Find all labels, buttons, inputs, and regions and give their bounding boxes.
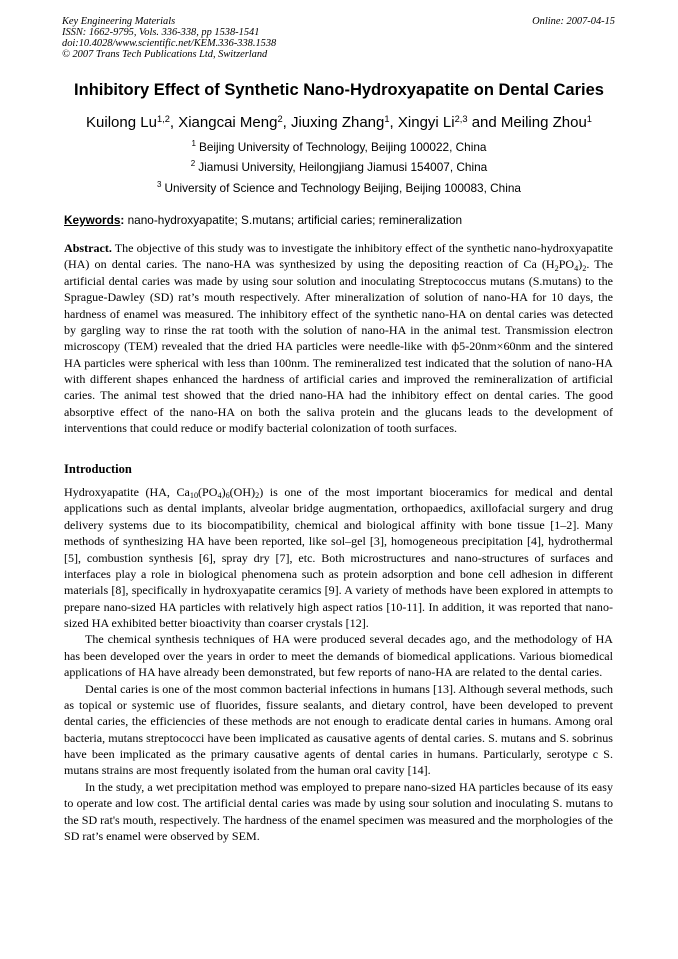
author: Xingyi Li$^{2,3}$ bbox=[397, 113, 468, 131]
keywords-text: nano-hydroxyapatite; S.mutans; artificial caries; remineralization bbox=[127, 213, 463, 227]
online-date: Online: 2007-04-15 bbox=[532, 16, 615, 27]
keywords-line: Keywords: nano-hydroxyapatite; S.mutans; artificial caries; remineralization bbox=[64, 213, 463, 227]
copyright-line: © 2007 Trans Tech Publications Ltd, Switzerland bbox=[62, 49, 268, 60]
journal-name: Key Engineering Materials bbox=[62, 16, 176, 27]
section-heading-introduction: Introduction bbox=[64, 462, 132, 476]
paper-title: Inhibitory Effect of Synthetic Nano-Hydroxyapatite on Dental Caries bbox=[74, 81, 604, 99]
author: Jiuxing Zhang$^1$ bbox=[290, 113, 390, 131]
affiliation: $^3$ University of Science and Technology Beijing, Beijing 100083, China bbox=[157, 179, 521, 195]
author-separator: , bbox=[282, 114, 291, 131]
paragraph: Dental caries is one of the most common bacterial infections in humans [13]. Although several methods, such as topical or systemic use of fluorides, fissure sealants, and dietary control, have been developed to prevent dental caries, the efficiencies of these methods are not enough to eradicate dental caries in humans. Among oral bacteria, mutans streptococci have been implicated as causative agents of dental caries. S. mutans and S. sobrinus have been implicated as the primary causative agents of dental caries in humans. Particularly, serotype c S. mutans strains are most frequently isolated from the human oral cavity [14]. bbox=[64, 681, 613, 778]
journal-header bbox=[62, 16, 276, 60]
author-separator: , bbox=[169, 114, 179, 131]
abstract-label: Abstract. bbox=[64, 241, 112, 255]
author-list bbox=[0, 113, 678, 133]
paragraph: In the study, a wet precipitation method was employed to prepare nano-sized HA particles because of its easy to operate and low cost. The artificial dental caries was made by using sour solution and inoculating S. mutans to the SD rat's mouth, respectively. The hardness of the enamel specimen was measured and the morphologies of the SD rat’s enamel were observed by SEM. bbox=[64, 779, 613, 843]
paragraph: The chemical synthesis techniques of HA were produced several decades ago, and the methodology of HA has been developed over the years in order to meet the demands of biomedical applications. Various biomedical applications of HA have already been demonstrated, but few reports of nano-HA are related to the dental caries. bbox=[64, 632, 613, 680]
affiliation: $^2$ Jiamusi University, Heilongjiang Jiamusi 154007, China bbox=[190, 159, 488, 175]
author-separator: and bbox=[467, 114, 501, 131]
paragraph: Hydroxyapatite (HA, $Ca_{10}(PO_4)_6(OH)_2$) is one of the most important bioceramics for medical and dental applications such as dental implants, alveolar bridge augmentation, orthopaedics, axillofacial surgery and drug delivery systems due to its biocompatibility, chemical and biological affinity with bone tissue [1–2]. Many methods of synthesizing HA have been reported, like sol–gel [3], homogeneous precipitation [4], hydrothermal [5], combustion synthesis [6], spray dry [7], etc. Both microstructures and nano-structures of surfaces and interfaces play a role in biological phenomena such as protein adsorption and bone cell adhesion in different materials [8], specifically in hydroxyapatite ceramics [9]. A variety of methods have been explored in attempts to prepare nano-sized HA particles with relatively high aspect ratios [10-11]. In addition, it was reported that nano-sized HA exhibited better bioactivity than coarser crystals [12]. bbox=[64, 485, 614, 630]
author: Meiling Zhou$^1$ bbox=[500, 113, 592, 131]
chemical-formula: Ca $(H_2PO_4)_2$. bbox=[523, 257, 590, 273]
affiliation: $^1$ Beijing University of Technology, Beijing 100022, China bbox=[191, 139, 487, 154]
doi-line: doi:10.4028/www.scientific.net/KEM.336-338.1538 bbox=[62, 38, 277, 49]
issn-line: ISSN: 1662-9795, Vols. 336-338, pp 1538-1541 bbox=[62, 27, 260, 38]
author: Xiangcai Meng$^2$ bbox=[178, 113, 283, 131]
author: Kuilong Lu$^{1,2}$ bbox=[86, 113, 170, 131]
author-separator: , bbox=[389, 114, 398, 131]
keywords-label: Keywords bbox=[64, 213, 121, 227]
affiliation-list bbox=[0, 138, 678, 199]
abstract: Abstract. The objective of this study was to investigate the inhibitory effect of the synthetic nano-hydroxyapatite (HA) on dental caries. The nano-HA was synthesized by using the depositing reaction of Ca $(H_2PO_4)_2$. The artificial dental caries was made by using sour solution and inoculating Streptococcus mutans (S.mutans) to the Sprague-Dawley (SD) rat’s mouth respectively. After mineralization of solution of nano-HA for 10 days, the hardness of enamel was measured. The inhibitory effect of the synthetic nano-HA on dental caries was detected by gargling way to rinse the rat tooth with the solution of nano-HA in the animal test. Transmission electron microscopy (TEM) revealed that the dried HA particles were needle-like with ф5-20nm×60nm and the sintered HA particles were spherical with less than 100nm. The remineralized test indicated that the solution of nano-HA with different shapes enhanced the hardness of artificial caries and improved the remineralization of artificial caries. The animal test showed that the dried nano-HA had the inhibitory effect on dental caries. The good absorptive effect of the nano-HA on both the saliva protein and the glucans leads to the development of interventions that could reduce or modify bacterial colonization of tooth surfaces. bbox=[64, 241, 614, 436]
introduction-body bbox=[64, 484, 613, 844]
